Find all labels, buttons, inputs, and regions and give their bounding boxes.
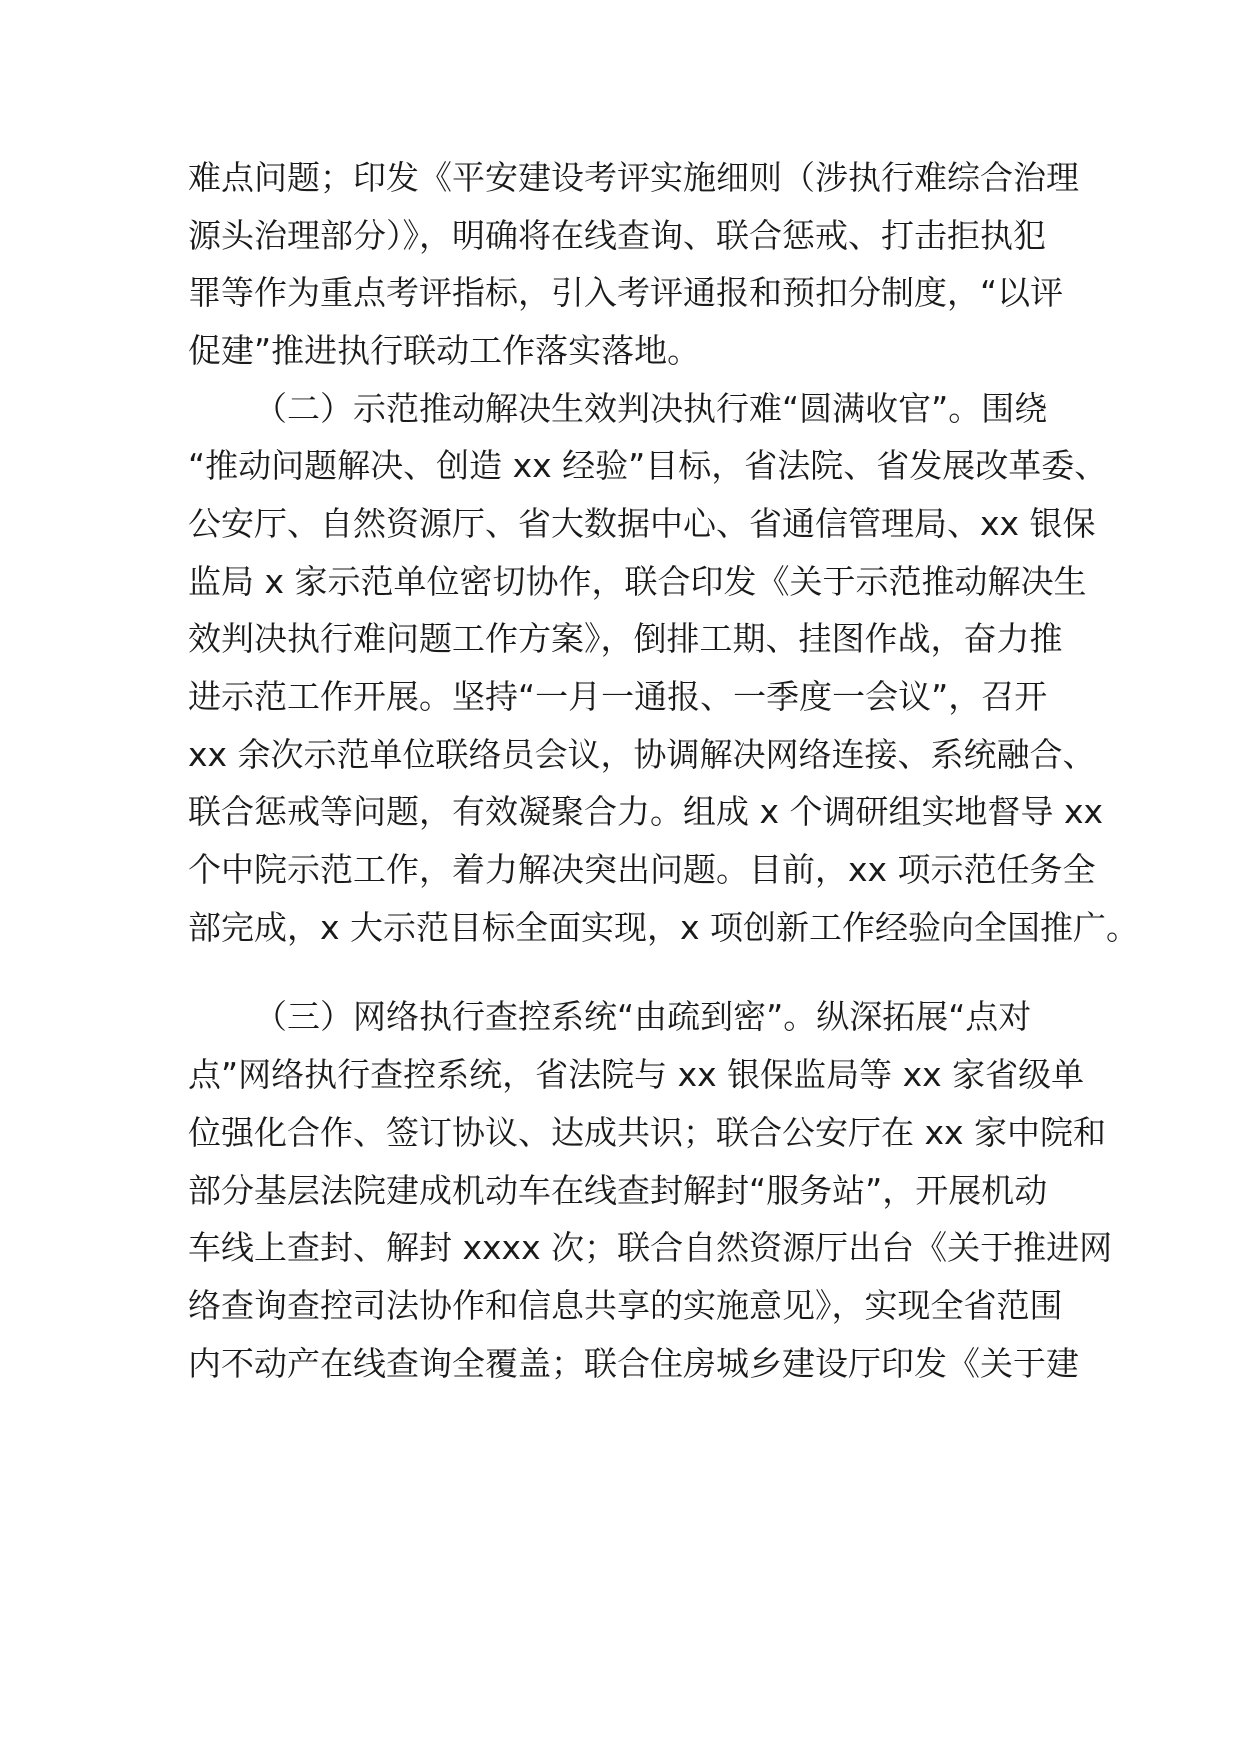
body-text-line: 位强化合作、签订协议、达成共识；联合公安厅在 xx 家中院和 [188, 1113, 1107, 1152]
body-text-line: 部分基层法院建成机动车在线查封解封“服务站”，开展机动 [188, 1171, 1048, 1210]
body-text-line: 罪等作为重点考评指标，引入考评通报和预扣分制度，“以评 [188, 273, 1064, 312]
body-text-line: 源头治理部分）》，明确将在线查询、联合惩戒、打击拒执犯 [188, 216, 1046, 255]
body-text-line: 内不动产在线查询全覆盖；联合住房城乡建设厅印发《关于建 [188, 1344, 1079, 1383]
body-text-line: 效判决执行难问题工作方案》，倒排工期、挂图作战，奋力推 [188, 619, 1063, 658]
body-text-line: 点”网络执行查控系统，省法院与 xx 银保监局等 xx 家省级单 [188, 1055, 1085, 1094]
body-text-line: 络查询查控司法协作和信息共享的实施意见》，实现全省范围 [188, 1286, 1063, 1325]
body-text-line: 难点问题；印发《平安建设考评实施细则（涉执行难综合治理 [188, 158, 1079, 197]
section-heading-line: （二）示范推动解决生效判决执行难“圆满收官”。围绕 [254, 389, 1048, 428]
body-text-line: 公安厅、自然资源厅、省大数据中心、省通信管理局、xx 银保 [188, 504, 1096, 543]
body-text-line: 进示范工作开展。坚持“一月一通报、一季度一会议”，召开 [188, 677, 1048, 716]
body-text-line: 个中院示范工作，着力解决突出问题。目前，xx 项示范任务全 [188, 850, 1096, 889]
body-text-line: xx 余次示范单位联络员会议，协调解决网络连接、系统融合、 [188, 735, 1096, 774]
body-text-line: “推动问题解决、创造 xx 经验”目标，省法院、省发展改革委、 [188, 446, 1108, 485]
body-text-line: 联合惩戒等问题，有效凝聚合力。组成 x 个调研组实地督导 xx [188, 792, 1104, 831]
body-text-line: 促建”推进执行联动工作落实落地。 [188, 331, 701, 370]
body-text-line: 监局 x 家示范单位密切协作，联合印发《关于示范推动解决生 [188, 562, 1087, 601]
body-text-line: 部完成，x 大示范目标全面实现，x 项创新工作经验向全国推广。 [188, 908, 1140, 947]
body-text-line: 车线上查封、解封 xxxx 次；联合自然资源厅出台《关于推进网 [188, 1228, 1113, 1267]
section-heading-line: （三）网络执行查控系统“由疏到密”。纵深拓展“点对 [254, 997, 1032, 1036]
